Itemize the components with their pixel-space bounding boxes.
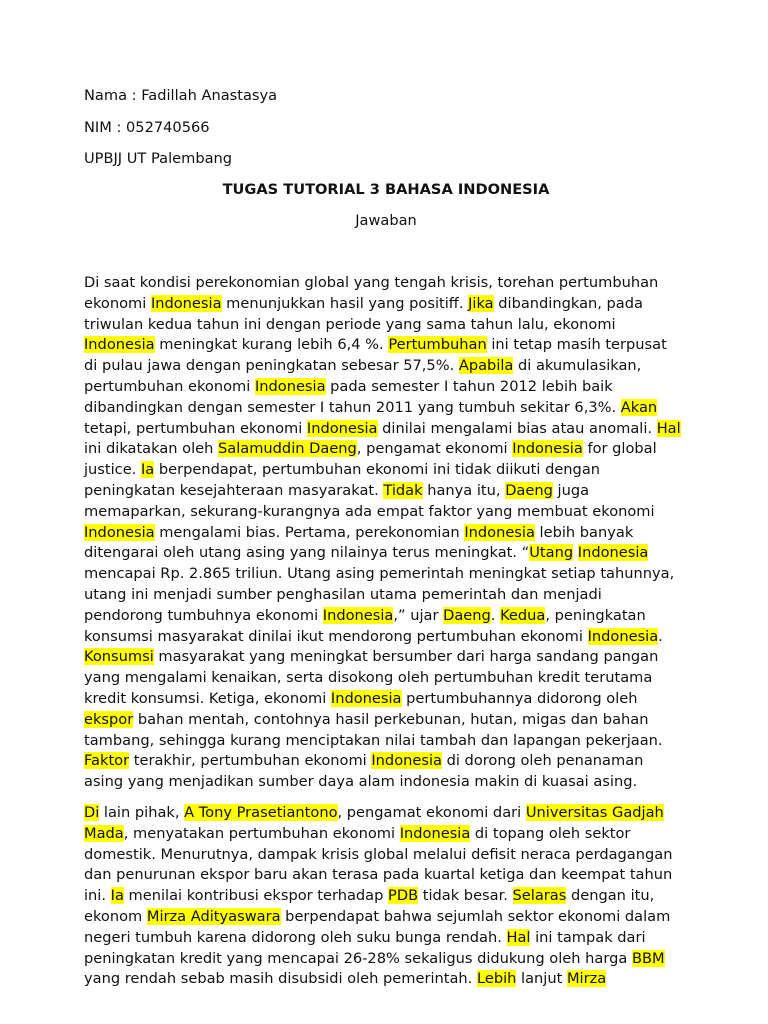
highlighted-word: Salamuddin Daeng	[218, 440, 357, 458]
text-line	[84, 803, 672, 824]
text-segment: hanya itu,	[422, 481, 506, 499]
text-segment: ,” ujar	[393, 606, 444, 624]
text-segment: konsumsi masyarakat dinilai ikut mendorong pertumbuhan ekonomi	[84, 627, 588, 645]
highlighted-word: Mirza	[566, 970, 607, 988]
text-line	[84, 439, 681, 460]
highlighted-word: Apabila	[458, 357, 514, 375]
text-line	[84, 315, 681, 336]
text-segment: meningkat kurang lebih 6,4 %.	[154, 336, 389, 354]
text-segment: dibandingkan, pada	[493, 294, 643, 312]
text-segment: ini tetap masih terpusat	[486, 336, 667, 354]
text-line	[84, 731, 681, 752]
text-line	[84, 845, 672, 866]
text-segment: peningkatan kredit yang mencapai 26-28% sekaligus didukung oleh harga	[84, 949, 632, 967]
highlighted-word: Hal	[506, 928, 531, 946]
text-segment: memaparkan, sekurang-kurangnya ada empat faktor yang membuat ekonomi	[84, 502, 655, 520]
text-segment: mencapai Rp. 2.865 triliun. Utang asing pemerintah meningkat setiap tahunnya,	[84, 565, 675, 583]
text-line	[84, 627, 681, 648]
highlighted-word: Hal	[656, 419, 681, 437]
text-segment: masyarakat yang meningkat bersumber dari harga sandang pangan	[153, 648, 659, 666]
text-segment: di dorong oleh penanaman	[441, 752, 644, 770]
text-segment: lain pihak,	[99, 804, 185, 821]
highlighted-word: Selaras	[512, 887, 567, 905]
highlighted-word: Universitas Gadjah	[525, 804, 664, 821]
text-segment: lebih banyak	[534, 523, 634, 541]
text-line	[84, 969, 672, 990]
highlighted-word: Indonesia	[464, 523, 535, 541]
student-name-line: Nama : Fadillah Anastasya	[84, 87, 278, 104]
text-segment: negeri tumbuh karena didorong oleh suku bunga rendah.	[84, 928, 507, 946]
student-nim-line: NIM : 052740566	[84, 119, 210, 136]
highlighted-word: Indonesia	[254, 377, 326, 395]
text-segment: , pengamat ekonomi	[356, 440, 513, 458]
text-segment: utang ini menjadi sumber penghasilan utama pemerintah dan menjadi	[84, 585, 602, 603]
upbjj-line: UPBJJ UT Palembang	[84, 150, 233, 167]
text-line	[84, 481, 681, 502]
highlighted-word: Kedua	[500, 606, 546, 624]
highlighted-word: Indonesia	[322, 606, 394, 624]
text-segment: dibandingkan dengan semester I tahun 2011 yang tumbuh sekitar 6,3%.	[84, 398, 621, 416]
text-segment: pertumbuhannya didorong oleh	[401, 689, 638, 707]
text-segment: ini tampak dari	[530, 928, 646, 946]
highlighted-word: Di	[84, 804, 100, 821]
text-line	[84, 824, 672, 845]
text-segment: , peningkatan	[545, 606, 646, 624]
text-segment: menilai kontribusi ekspor terhadap	[123, 887, 389, 905]
highlighted-word: Pertumbuhan	[388, 336, 487, 354]
text-segment: lanjut	[516, 970, 567, 988]
text-line	[84, 710, 681, 731]
text-segment: menunjukkan hasil yang positiff.	[221, 294, 469, 312]
text-segment: di pulau jawa dengan peningkatan sebesar 57,5%.	[84, 357, 459, 375]
text-line	[84, 377, 681, 398]
highlighted-word: ekspor	[84, 710, 134, 728]
text-line	[84, 335, 681, 356]
paragraph-2	[84, 803, 672, 990]
highlighted-word: Faktor	[84, 752, 130, 770]
text-segment: juga	[552, 481, 590, 499]
text-segment: justice.	[84, 461, 141, 479]
highlighted-word: PDB	[388, 887, 419, 905]
text-line	[84, 751, 681, 772]
text-segment: ditengarai oleh utang asing yang nilainya terus meningkat. “	[84, 544, 530, 562]
highlighted-word: Utang	[529, 544, 574, 562]
highlighted-word: Indonesia	[84, 523, 155, 541]
text-segment: berpendapat bahwa sejumlah sektor ekonomi dalam	[280, 907, 671, 925]
text-segment: dinilai mengalami bias atau anomali.	[377, 419, 657, 437]
text-segment: , menyatakan pertumbuhan ekonomi	[123, 824, 400, 842]
text-segment: for global	[582, 440, 657, 458]
highlighted-word: Lebih	[476, 970, 517, 988]
text-line	[84, 606, 681, 627]
highlighted-word: Daeng	[443, 606, 491, 624]
highlighted-word: Indonesia	[150, 294, 222, 312]
text-line	[84, 949, 672, 970]
text-segment: dan penurunan ekspor baru akan terasa pada kuartal ketiga dan keempat tahun	[84, 866, 673, 884]
highlighted-word: Indonesia	[306, 419, 378, 437]
highlighted-word: BBM	[631, 949, 665, 967]
highlighted-word: Tidak	[383, 481, 423, 499]
text-line	[84, 689, 681, 710]
highlighted-word: Indonesia	[399, 824, 471, 842]
text-segment: ini dikatakan oleh	[84, 440, 218, 458]
text-line	[84, 523, 681, 544]
document-title: TUGAS TUTORIAL 3 BAHASA INDONESIA	[222, 181, 550, 198]
text-segment: peningkatan kesejahteraan masyarakat.	[84, 481, 384, 499]
text-line	[84, 928, 672, 949]
text-line	[84, 294, 681, 315]
text-segment: di topang oleh sektor	[470, 824, 631, 842]
text-line	[84, 907, 672, 928]
text-segment: mengalami bias. Pertama, perekonomian	[154, 523, 465, 541]
highlighted-word: Indonesia	[371, 752, 442, 770]
text-segment: yang mengalami kenaikan, serta disokong oleh pertumbuhan kredit terutama	[84, 669, 653, 687]
text-segment: pada semester I tahun 2012 lebih baik	[325, 377, 613, 395]
text-segment: pertumbuhan ekonomi	[84, 377, 255, 395]
text-line	[84, 273, 681, 294]
text-segment: dengan itu,	[566, 887, 655, 905]
text-segment: tetapi, pertumbuhan ekonomi	[84, 419, 307, 437]
text-segment: ekonom	[84, 907, 147, 925]
text-segment: berpendapat, pertumbuhan ekonomi ini tidak diikuti dengan	[154, 461, 601, 479]
text-line	[84, 564, 681, 585]
text-line	[84, 886, 672, 907]
text-segment: Di saat kondisi perekonomian global yang tengah krisis, torehan pertumbuhan	[84, 274, 659, 291]
text-segment: .	[658, 627, 663, 645]
text-line	[84, 668, 681, 689]
highlighted-word: Mada	[84, 824, 124, 842]
text-line	[84, 502, 681, 523]
highlighted-word: Mirza Adityaswara	[146, 907, 281, 925]
text-segment: terakhir, pertumbuhan ekonomi	[129, 752, 372, 770]
text-line	[84, 419, 681, 440]
text-segment: tidak besar.	[418, 887, 513, 905]
text-segment: tambang, sehingga kurang menciptakan nilai tambah dan lapangan pekerjaan.	[84, 731, 663, 749]
text-segment: kredit konsumsi. Ketiga, ekonomi	[84, 689, 331, 707]
highlighted-word: Indonesia	[587, 627, 659, 645]
text-line	[84, 647, 681, 668]
text-segment: pendorong tumbuhnya ekonomi	[84, 606, 323, 624]
highlighted-word: Indonesia	[84, 336, 155, 354]
text-line	[84, 865, 672, 886]
text-segment: asing yang menjadikan sumber daya alam indonesia makin di kuasai asing.	[84, 773, 638, 791]
text-segment: .	[490, 606, 501, 624]
document-subtitle: Jawaban	[355, 212, 417, 229]
highlighted-word: Jika	[468, 294, 494, 312]
text-line	[84, 772, 681, 793]
text-line	[84, 398, 681, 419]
text-line	[84, 460, 681, 481]
highlighted-word: Konsumsi	[84, 648, 154, 666]
text-line	[84, 543, 681, 564]
text-segment: ini.	[84, 887, 111, 905]
text-segment: ekonomi	[84, 294, 151, 312]
text-line	[84, 356, 681, 377]
highlighted-word: Daeng	[505, 481, 553, 499]
highlighted-word: Indonesia	[512, 440, 583, 458]
highlighted-word: Indonesia	[577, 544, 649, 562]
text-line	[84, 585, 681, 606]
text-segment: di akumulasikan,	[513, 357, 642, 375]
highlighted-word: Indonesia	[330, 689, 402, 707]
highlighted-word: Ia	[110, 887, 124, 905]
highlighted-word: Akan	[620, 398, 658, 416]
text-segment: triwulan kedua tahun ini dengan periode yang sama tahun lalu, ekonomi	[84, 315, 616, 333]
paragraph-1	[84, 273, 681, 793]
text-segment: yang rendah sebab masih disubsidi oleh pemerintah.	[84, 970, 477, 988]
text-segment: domestik. Menurutnya, dampak krisis global melalui defisit neraca perdagangan	[84, 845, 673, 863]
text-segment: bahan mentah, contohnya hasil perkebunan, hutan, migas dan bahan	[133, 710, 649, 728]
highlighted-word: A Tony Prasetiantono	[184, 804, 338, 821]
highlighted-word: Ia	[140, 461, 155, 479]
text-segment: , pengamat ekonomi dari	[337, 804, 526, 821]
